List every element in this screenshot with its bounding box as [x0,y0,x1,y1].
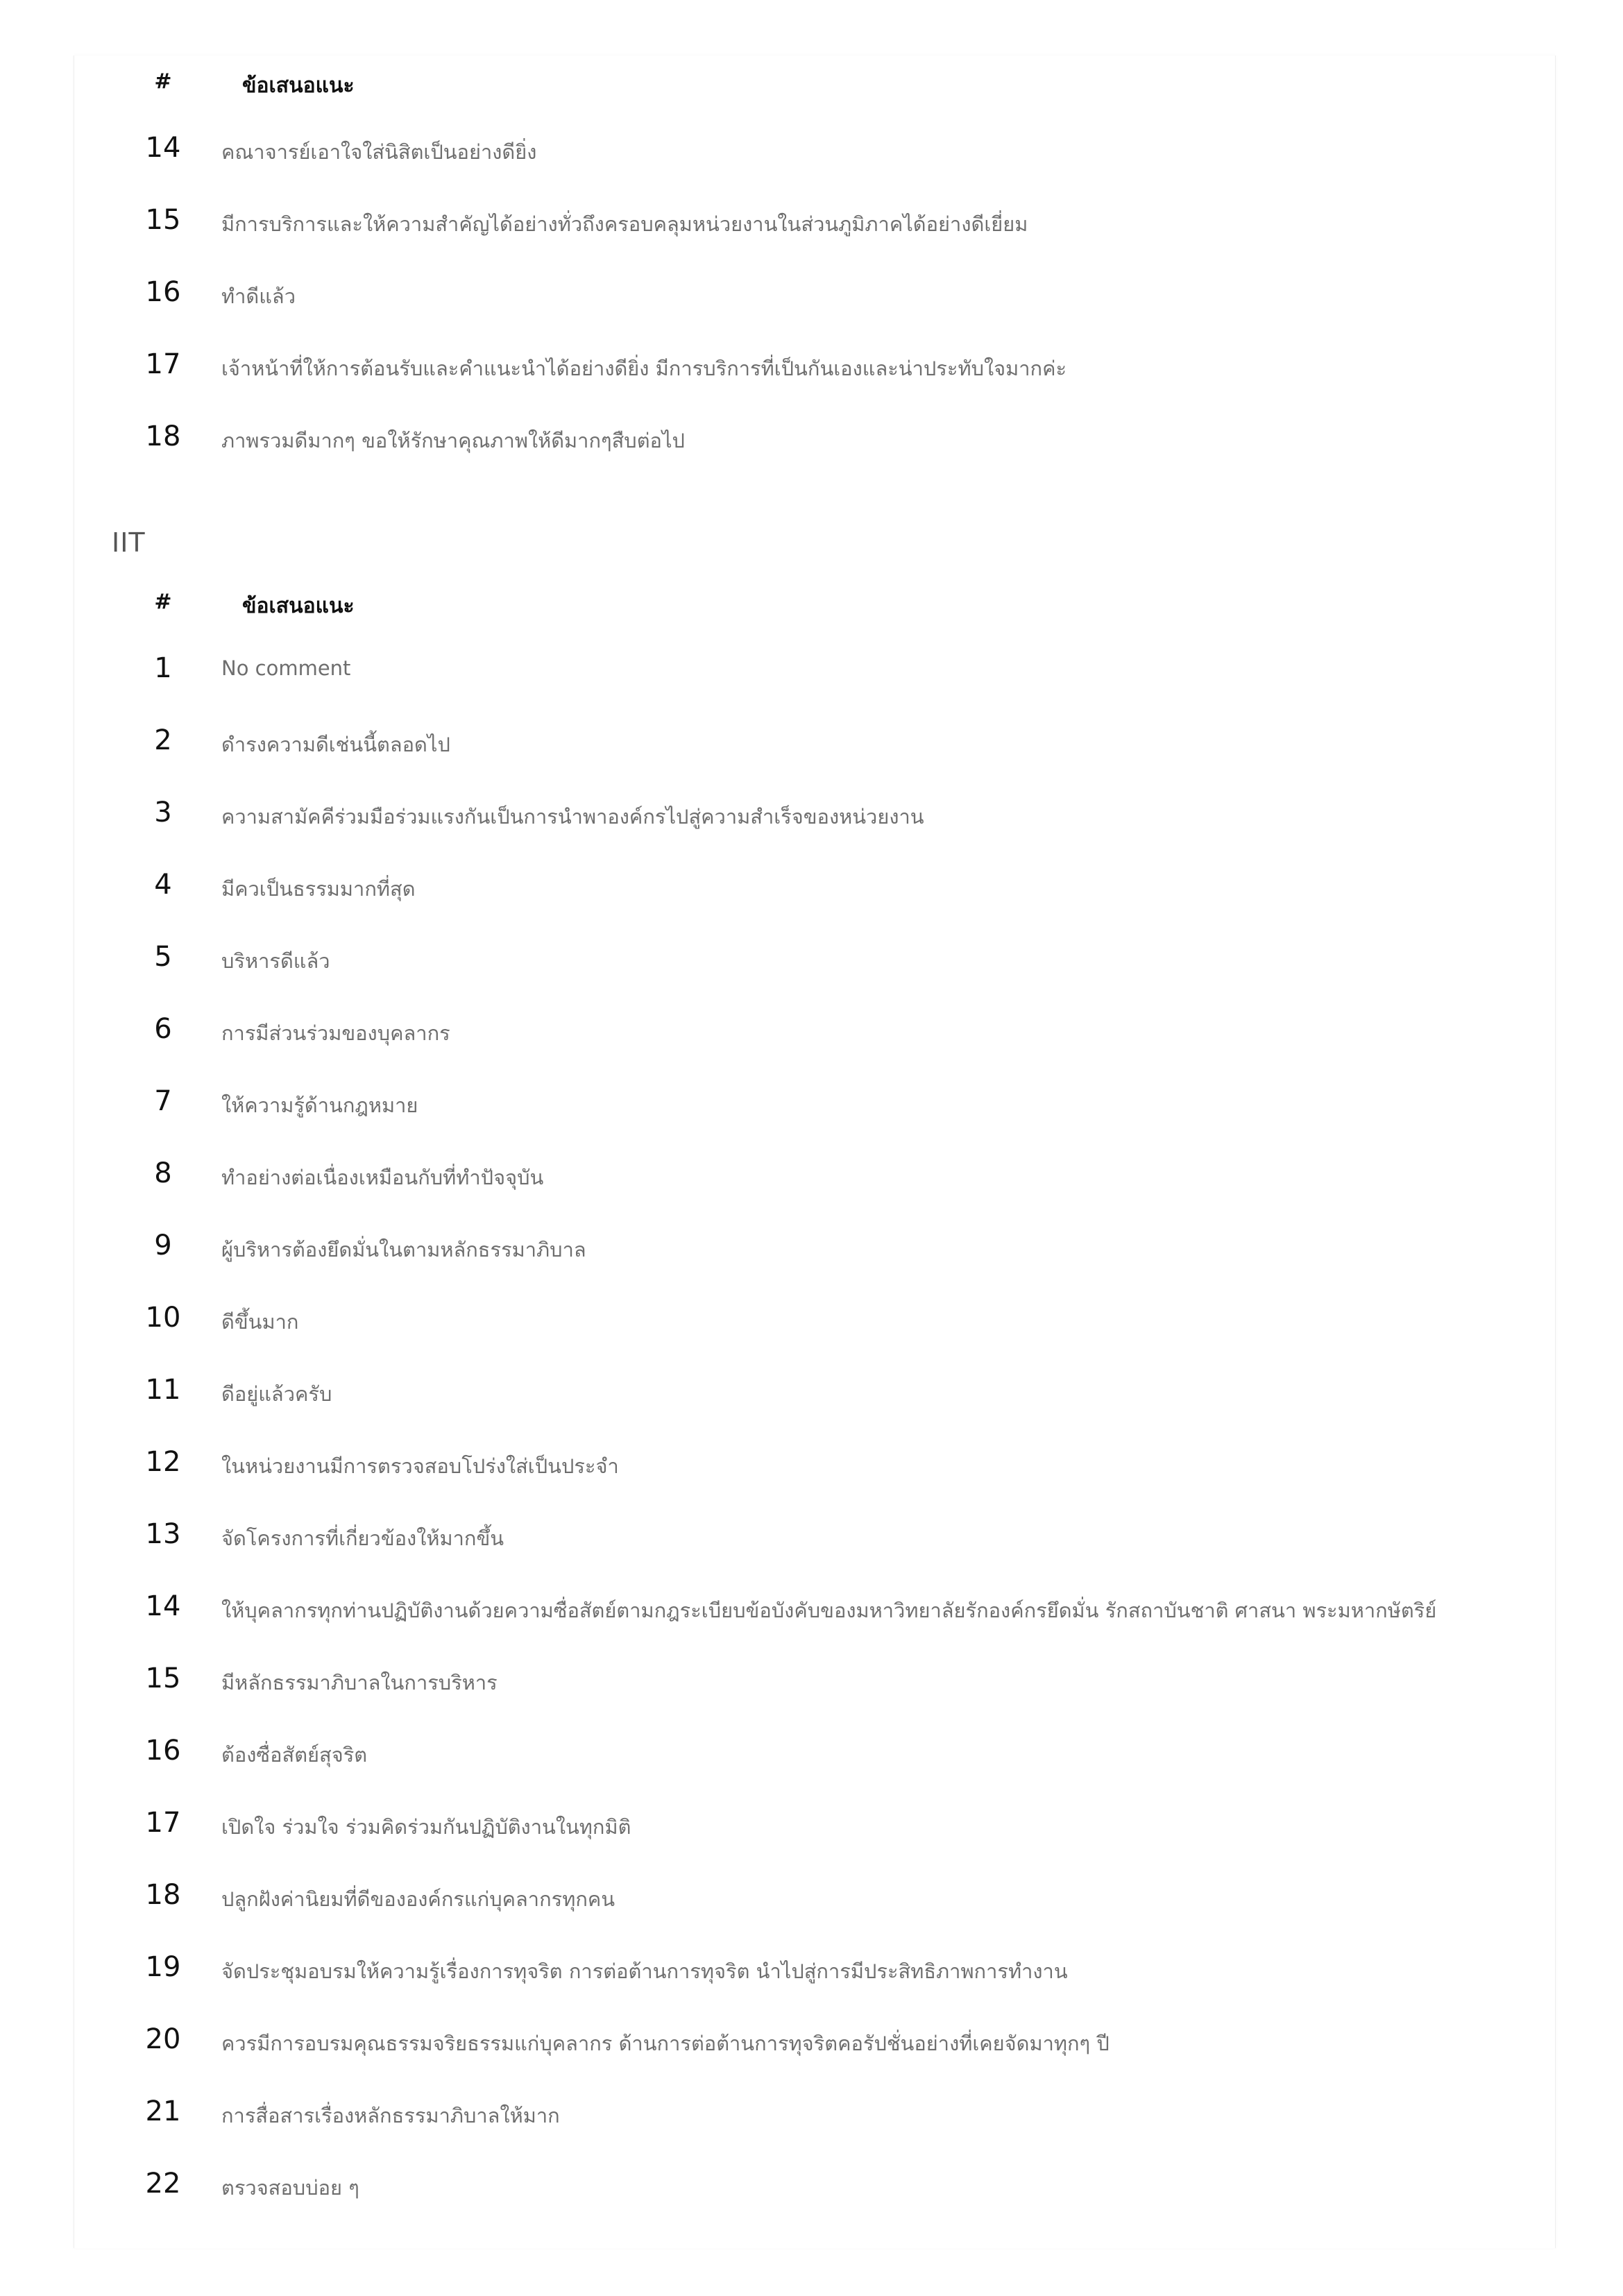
results-card [74,56,1556,2248]
table-row [74,708,1555,780]
row-number: 11 [145,1374,181,1406]
row-text: ในหน่วยงานมีการตรวจสอบโปร่งใส่เป็นประจำ [221,1454,619,1478]
row-number: 20 [145,2023,181,2055]
row-number: 21 [145,2095,181,2127]
row-text: มีการบริการและให้ความสำคัญได้อย่างทั่วถึงครอบคลุมหน่วยงานในส่วนภูมิภาคได้อย่างดีเยี่ยม [221,212,1028,236]
row-text: ทำอย่างต่อเนื่องเหมือนกับที่ทำปัจจุบัน [221,1166,544,1189]
row-text: บริหารดีแล้ว [221,949,330,973]
table-header [74,576,1555,631]
row-text: เปิดใจ ร่วมใจ ร่วมคิดร่วมกันปฏิบัติงานในทุกมิติ [221,1815,631,1839]
row-text: จัดโครงการที่เกี่ยวข้องให้มากขึ้น [221,1527,504,1550]
row-number: 17 [145,348,181,380]
table-row [74,115,1555,187]
row-text: ทำดีแล้ว [221,284,296,308]
table-row [74,780,1555,852]
row-text: ให้บุคลากรทุกท่านปฏิบัติงานด้วยความซื่อสัตย์ตามกฎระเบียบข้อบังคับของมหาวิทยาลัยรักองค์กรยึดมั่น รักสถาบันชาติ ศาสนา พระมหากษัตริย์ [221,1599,1437,1622]
table-row [74,1790,1555,1862]
table-row [74,1934,1555,2007]
row-number: 13 [145,1518,181,1550]
table-row [74,852,1555,924]
table-row [74,1574,1555,1646]
row-number: 1 [154,652,172,684]
table-row [74,1357,1555,1429]
table-row [74,2079,1555,2151]
table-row [74,2007,1555,2079]
row-number: 15 [145,204,181,236]
row-text: มีหลักธรรมาภิบาลในการบริหาร [221,1671,498,1694]
header-suggestion: ข้อเสนอแนะ [242,74,355,98]
row-number: 16 [145,1735,181,1767]
row-number: 12 [145,1446,181,1478]
row-text: ผู้บริหารต้องยึดมั่นในตามหลักธรรมาภิบาล [221,1238,586,1261]
table-row [74,1141,1555,1213]
table-row [74,996,1555,1069]
table-row [74,924,1555,996]
table-row [74,1429,1555,1502]
table-row [74,1285,1555,1357]
table-header [74,56,1555,111]
row-text: ตรวจสอบบ่อย ๆ [221,2176,359,2200]
row-text: ควรมีการอบรมคุณธรรมจริยธรรมแก่บุคลากร ด้านการต่อต้านการทุจริตคอรัปชั่นอย่างที่เคยจัดมาทุกๆ ปี [221,2032,1110,2055]
row-number: 16 [145,276,181,308]
row-number: 5 [154,941,172,973]
row-text: การสื่อสารเรื่องหลักธรรมาภิบาลให้มาก [221,2104,560,2127]
row-text: ต้องซื่อสัตย์สุจริต [221,1743,368,1767]
row-number: 15 [145,1663,181,1694]
row-number: 3 [154,797,172,828]
table-row [74,2151,1555,2223]
row-text: ความสามัคคีร่วมมือร่วมแรงกันเป็นการนำพาองค์กรไปสู่ความสำเร็จของหน่วยงาน [221,805,924,828]
row-number: 4 [154,869,172,901]
table-row [74,1502,1555,1574]
row-number: 8 [154,1157,172,1189]
row-number: 22 [145,2168,181,2200]
table-row [74,1646,1555,1718]
row-number: 7 [154,1085,172,1117]
table-row [74,1213,1555,1285]
section-title-iit: IIT [112,527,146,558]
table-row [74,1718,1555,1790]
table-row [74,260,1555,332]
row-number: 17 [145,1807,181,1839]
row-text: ให้ความรู้ด้านกฎหมาย [221,1094,418,1117]
table-row [74,1069,1555,1141]
row-text: คณาจารย์เอาใจใส่นิสิตเป็นอย่างดียิ่ง [221,140,537,164]
table-row [74,404,1555,476]
row-text: ปลูกฝังค่านิยมที่ดีขององค์กรแก่บุคลากรทุกคน [221,1887,615,1911]
row-number: 19 [145,1951,181,1983]
row-number: 9 [154,1230,172,1261]
row-number: 14 [145,132,181,164]
table-row [74,1862,1555,1934]
header-number: # [154,590,172,614]
row-text: เจ้าหน้าที่ให้การต้อนรับและคำแนะนำได้อย่างดียิ่ง มีการบริการที่เป็นกันเองและน่าประทับใจมากค่ะ [221,357,1067,380]
row-number: 18 [145,1879,181,1911]
row-text: จัดประชุมอบรมให้ความรู้เรื่องการทุจริต การต่อต้านการทุจริต นำไปสู่การมีประสิทธิภาพการทำงาน [221,1959,1068,1983]
header-number: # [154,69,172,94]
row-text: ดีขึ้นมาก [221,1310,299,1334]
row-number: 10 [145,1302,181,1334]
row-text: ภาพรวมดีมากๆ ขอให้รักษาคุณภาพให้ดีมากๆสืบต่อไป [221,429,685,452]
row-number: 2 [154,724,172,756]
row-text: การมีส่วนร่วมของบุคลากร [221,1021,450,1045]
table-row [74,332,1555,404]
row-text: ดำรงความดีเช่นนี้ตลอดไป [221,733,450,756]
row-number: 14 [145,1590,181,1622]
row-text: ดีอยู่แล้วครับ [221,1382,332,1406]
table-row [74,187,1555,260]
table-row [74,636,1555,708]
row-text: มีควเป็นธรรมมากที่สุด [221,877,416,901]
header-suggestion: ข้อเสนอแนะ [242,594,355,618]
row-text: No comment [221,656,351,680]
row-number: 18 [145,420,181,452]
row-number: 6 [154,1013,172,1045]
